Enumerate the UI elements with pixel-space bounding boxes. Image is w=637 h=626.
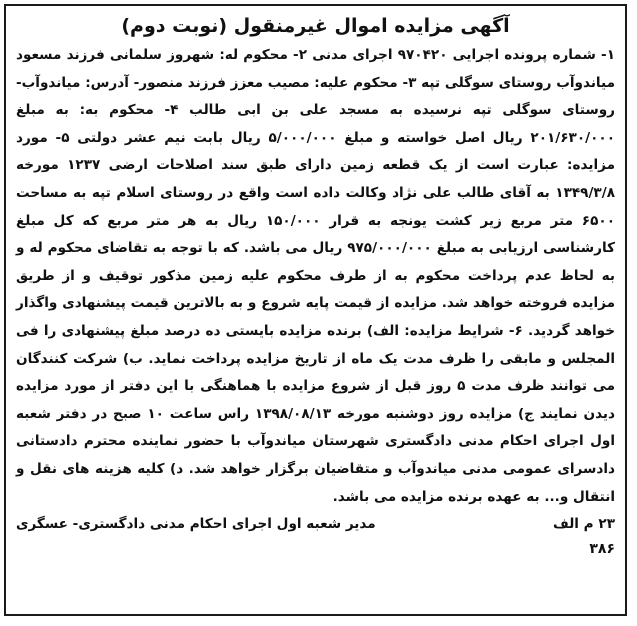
notice-footer [16, 511, 615, 537]
notice-body: ۱- شماره پرونده اجرایی ۹۷۰۴۲۰ اجرای مدنی ۲- محکوم له: شهروز سلمانی فرزند مسعود میاندوآب روستای سوگلی تپه ۳- محکوم علیه: مصیب معزز فرزند منصور- آدرس: میاندوآب- روستای سوگلی تپه نرسیده به مسجد علی بن ابی طالب ۴- محکوم به: به مبلغ ۲۰۱/۶۳۰/۰۰۰ ریال اصل خواسته و مبلغ ۵/۰۰۰/۰۰۰ ریال بابت نیم عشر دولتی ۵- مورد مزایده: عبارت است از یک قطعه زمین دارای طبق سند اصلاحات ارضی ۱۲۳۷ مورخه ۱۳۴۹/۳/۸ به آقای طالب علی نژاد وکالت داده است واقع در روستای اسلام تپه به مساحت ۶۵۰۰ متر مربع زیر کشت یونجه به قرار ۱۵۰/۰۰۰ ریال به هر متر مربع که کل مبلغ کارشناسی ارزیابی به مبلغ ۹۷۵/۰۰۰/۰۰۰ ریال می باشد. که با توجه به تقاضای محکوم له و به لحاظ عدم پرداخت محکوم به از طرف محکوم علیه زمین مذکور توقیف و از طریق مزایده فروخته خواهد شد. مزایده از قیمت پایه شروع و به بالاترین قیمت پیشنهادی واگذار خواهد گردید. ۶- شرایط مزایده: الف) برنده مزایده بایستی ده درصد مبلغ پیشنهادی را فی المجلس و مابقی را ظرف مدت یک ماه از تاریخ مزایده پرداخت نماید. ب) شرکت کنندگان می توانند ظرف مدت ۵ روز قبل از شروع مزایده با هماهنگی با این دفتر از مورد مزایده دیدن نمایند ج) مزایده روز دوشنبه مورخه ۱۳۹۸/۰۸/۱۳ راس ساعت ۱۰ صبح در دفتر شعبه اول اجرای احکام مدنی دادگستری شهرستان میاندوآب با حضور نماینده محترم دادستانی دادسرای عمومی مدنی میاندوآب و متقاضیان برگزار خواهد شد. د) کلیه هزینه های نقل و انتقال و... به عهده برنده مزایده می باشد. [16, 47, 616, 505]
notice-title: آگهی مزایده اموال غیرمنقول (نوبت دوم) [121, 15, 510, 37]
auction-notice [4, 4, 627, 616]
notice-signature: مدیر شعبه اول اجرای احکام مدنی دادگستری- عسگری [16, 516, 376, 533]
notice-code: ۲۳ م الف [553, 516, 615, 533]
notice-number: ۳۸۶ [589, 541, 615, 558]
